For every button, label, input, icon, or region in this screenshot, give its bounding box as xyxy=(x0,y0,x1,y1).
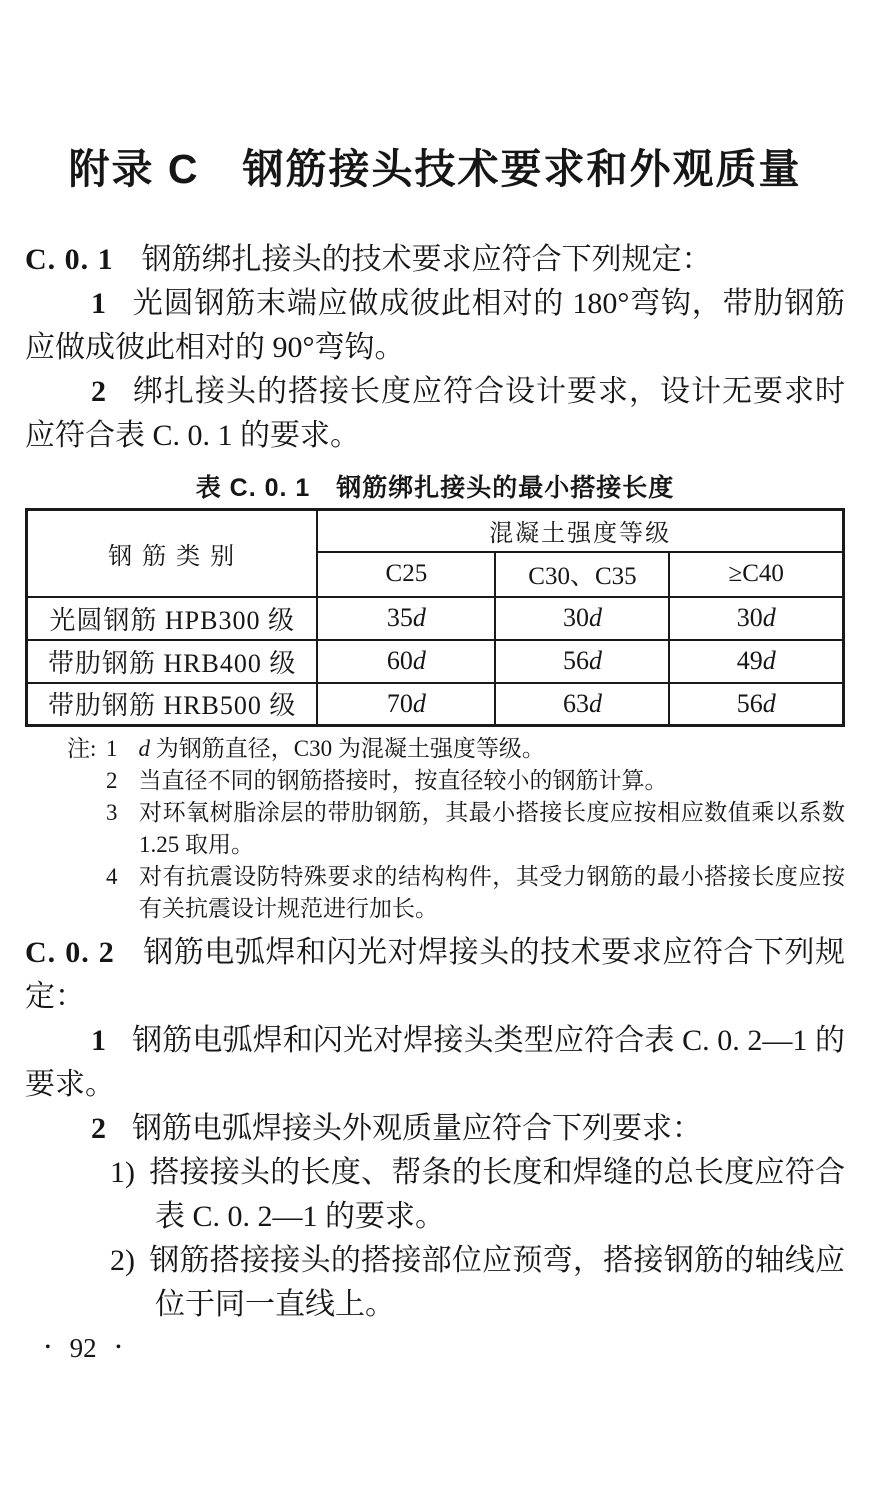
note-number: 1 xyxy=(106,736,118,761)
table-row xyxy=(27,683,844,726)
lap-length-table xyxy=(25,508,845,727)
subitem-text: 搭接接头的长度、帮条的长度和焊缝的总长度应符合表 C. 0. 2—1 的要求。 xyxy=(149,1156,845,1233)
table-notes xyxy=(25,733,845,925)
note-text: d 为钢筋直径，C30 为混凝土强度等级。 xyxy=(138,736,545,761)
clause-c02-subitem-1 xyxy=(110,1151,845,1239)
lap-length-cell: 63d xyxy=(495,683,669,726)
table-row xyxy=(27,597,844,640)
subitem-text: 钢筋搭接接头的搭接部位应预弯，搭接钢筋的轴线应位于同一直线上。 xyxy=(149,1244,845,1321)
note-text: 对环氧树脂涂层的带肋钢筋，其最小搭接长度应按相应数值乘以系数 1.25 取用。 xyxy=(138,800,845,857)
table-header-row-group xyxy=(27,510,844,552)
grade-header-c30-c35: C30、C35 xyxy=(495,552,669,597)
clause-c02-item-1 xyxy=(25,1019,845,1107)
page-number: 92 xyxy=(69,1333,97,1363)
document-page xyxy=(0,145,874,1488)
note-item-3 xyxy=(106,797,845,861)
item-number: 1 xyxy=(91,1024,106,1057)
clause-text: 钢筋绑扎接头的技术要求应符合下列规定： xyxy=(141,243,712,276)
lap-length-cell: 56d xyxy=(495,640,669,683)
rebar-type-header: 钢 筋 类 别 xyxy=(27,510,318,597)
item-text: 光圆钢筋末端应做成彼此相对的 180°弯钩，带肋钢筋应做成彼此相对的 90°弯钩。 xyxy=(25,287,845,364)
lap-length-cell: 60d xyxy=(317,640,495,683)
item-text: 绑扎接头的搭接长度应符合设计要求，设计无要求时应符合表 C. 0. 1 的要求。 xyxy=(25,375,845,452)
note-item-1 xyxy=(67,733,845,765)
clause-c01-heading xyxy=(25,238,845,282)
page-title: 附录 C 钢筋接头技术要求和外观质量 xyxy=(68,146,802,192)
concrete-grade-group-header: 混凝土强度等级 xyxy=(317,510,843,552)
item-number: 2 xyxy=(91,1112,106,1145)
clause-c02-heading xyxy=(25,931,845,1019)
clause-c02-item-2 xyxy=(25,1107,845,1151)
item-number: 2 xyxy=(91,375,106,408)
note-number: 4 xyxy=(106,864,118,889)
footer-right-dot: • xyxy=(115,1339,122,1356)
footer-left-dot: • xyxy=(45,1339,51,1356)
lap-length-table-body xyxy=(27,597,844,726)
subitem-marker: 2) xyxy=(110,1244,135,1277)
table-row xyxy=(27,640,844,683)
clause-c02-subitem-2 xyxy=(110,1239,845,1327)
page-footer xyxy=(25,1333,845,1363)
note-item-2 xyxy=(106,765,845,797)
note-item-4 xyxy=(106,861,845,925)
subitem-marker: 1) xyxy=(110,1156,135,1189)
rebar-type-cell: 带肋钢筋 HRB500 级 xyxy=(27,683,318,726)
table-caption: 表 C. 0. 1 钢筋绑扎接头的最小搭接长度 xyxy=(195,474,675,502)
note-text: 当直径不同的钢筋搭接时，按直径较小的钢筋计算。 xyxy=(138,768,668,793)
grade-header-c40: ≥C40 xyxy=(669,552,843,597)
grade-header-c25: C25 xyxy=(317,552,495,597)
lap-length-cell: 30d xyxy=(669,597,843,640)
lap-length-cell: 56d xyxy=(669,683,843,726)
lap-length-cell: 70d xyxy=(317,683,495,726)
lap-length-cell: 49d xyxy=(669,640,843,683)
rebar-type-cell: 光圆钢筋 HPB300 级 xyxy=(27,597,318,640)
clause-number: C. 0. 1 xyxy=(25,243,114,276)
lap-length-cell: 30d xyxy=(495,597,669,640)
clause-number: C. 0. 2 xyxy=(25,936,115,969)
item-text: 钢筋电弧焊接头外观质量应符合下列要求： xyxy=(132,1112,702,1145)
clause-text: 钢筋电弧焊和闪光对焊接头的技术要求应符合下列规定： xyxy=(25,936,845,1013)
note-number: 2 xyxy=(106,768,118,793)
note-number: 3 xyxy=(106,800,118,825)
clause-c01-item-1 xyxy=(25,282,845,370)
notes-prefix: 注: xyxy=(67,736,97,761)
item-number: 1 xyxy=(91,287,106,320)
note-text: 对有抗震设防特殊要求的结构构件，其受力钢筋的最小搭接长度应按有关抗震设计规范进行加长。 xyxy=(138,864,845,921)
item-text: 钢筋电弧焊和闪光对焊接头类型应符合表 C. 0. 2—1 的要求。 xyxy=(25,1024,845,1101)
rebar-type-cell: 带肋钢筋 HRB400 级 xyxy=(27,640,318,683)
lap-length-cell: 35d xyxy=(317,597,495,640)
clause-c01-item-2 xyxy=(25,370,845,458)
